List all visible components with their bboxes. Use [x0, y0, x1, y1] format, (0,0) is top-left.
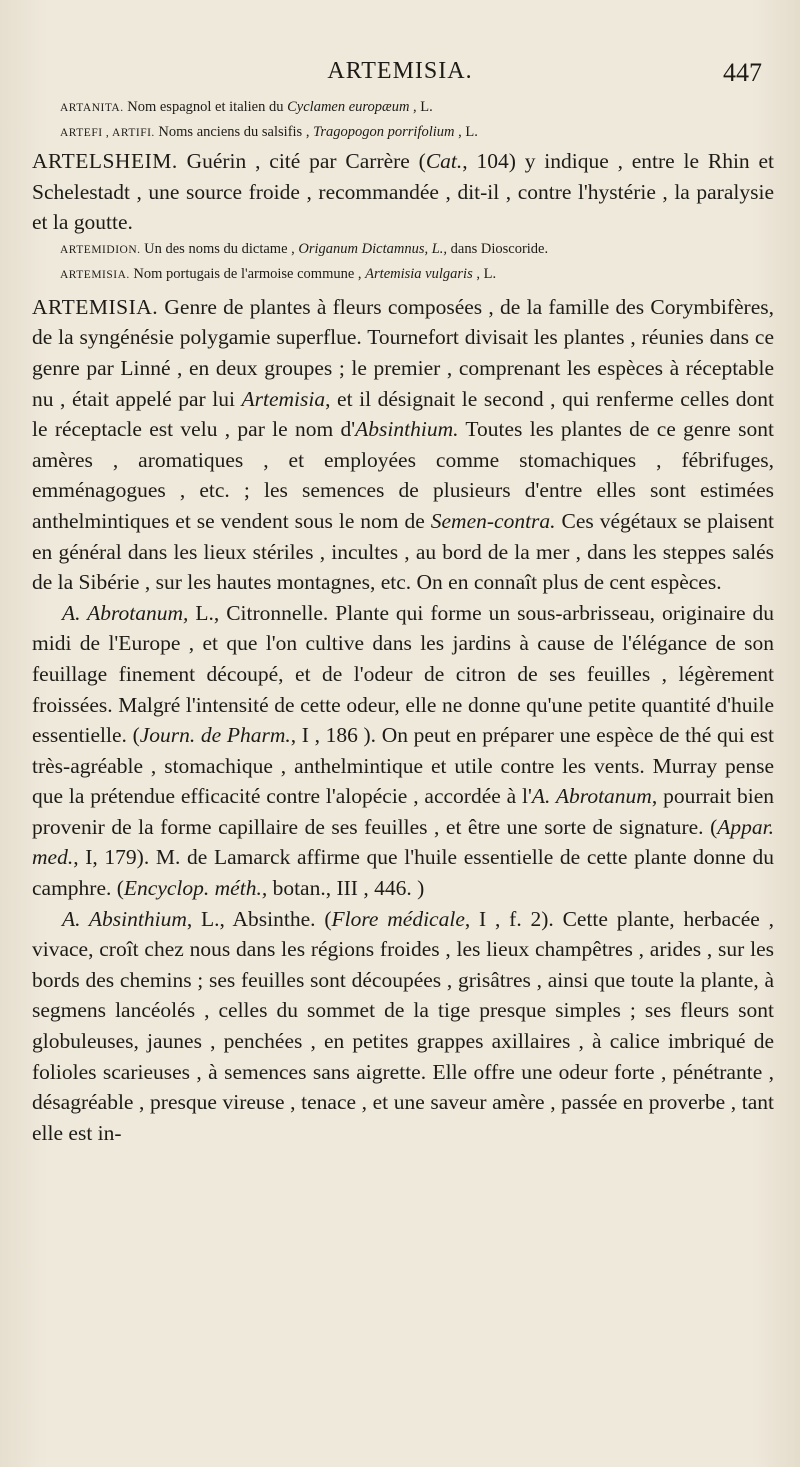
species-name: A. Absinthium — [62, 906, 187, 931]
entry-artemisia: ARTEMISIA. Genre de plantes à fleurs composées , de la famille des Corymbifères, de la syngénésie polygamie superflue. Tournefort divisait les plantes , réunies dans ce genre par Linné , en deux groupes ; le premier , comprenant les espèces à réceptable nu , était appelé par lui Artemisia, et il désignait le second , qui renferme celles dont le réceptacle est velu , par le nom d'Absinthium. Toutes les plantes de ce genre sont amères , aromatiques , et employées comme stomachiques , fébrifuges, emménagogues , etc. ; les semences de plusieurs d'entre elles sont estimées anthelmintiques et se vendent sous le nom de Semen-contra. Ces végétaux se plaisent en général dans les lieux stériles , incultes , au bord de la mer , dans les steppes salés de la Sibérie , sur les hautes montagnes, etc. On en connaît plus de cent espèces. — [32, 294, 775, 595]
entry-head: ARTEMISIA. — [32, 294, 159, 319]
entry-artelsheim: ARTELSHEIM. Guérin , cité par Carrère (Cat., 104) y indique , entre le Rhin et Schelestadt , une source froide , recommandée , dit-il , contre l'hystérie , la paralysie et la goutte. — [32, 149, 775, 235]
entry-head: ARTEMIDION. — [60, 243, 141, 256]
entry-artefi: ARTEFI , ARTIFI. Noms anciens du salsifis , Tragopogon porrifolium , L. — [60, 124, 478, 140]
entry-artanita: ARTANITA. Nom espagnol et italien du Cyclamen europæum , L. — [60, 99, 433, 115]
entry-absinthium: A. Absinthium, L., Absinthe. (Flore médicale, I , f. 2). Cette plante, herbacée , vivace, croît chez nous dans les régions froides , les lieux champêtres , arides , sur les bords des chemins ; ses feuilles sont découpées , grisâtres , ainsi que toute la plante, à segmens lancéolés , celles du sommet de la tige presque simples ; ses fleurs sont globuleuses, jaunes , penchées , en petites grappes axillaires , à calice imbriqué de folioles scarieuses , à semences sans aigrette. Elle offre une odeur forte , pénétrante , désagréable , presque vireuse , tenace , et une saveur amère , passée en proverbe , tant elle est in- — [32, 906, 774, 1145]
entry-head: ARTEMISIA. — [60, 268, 130, 281]
entry-artemisia-portuguese: ARTEMISIA. Nom portugais de l'armoise commune , Artemisia vulgaris , L. — [60, 265, 497, 282]
entry-head: ARTANITA. — [60, 102, 124, 114]
page-body — [32, 96, 774, 1148]
entry-head: ARTELSHEIM. — [32, 149, 178, 173]
page-number: 447 — [723, 58, 762, 87]
entry-abrotanum: A. Abrotanum, L., Citronnelle. Plante qui forme un sous-arbrisseau, originaire du midi de l'Europe , et que l'on cultive dans les jardins à cause de l'élégance de son feuillage finement découpé, et de l'odeur de citron de ses feuilles , légèrement froissées. Malgré l'intensité de cette odeur, elle ne donne qu'une petite quantité d'huile essentielle. (Journ. de Pharm., I , 186 ). On peut en préparer une espèce de thé qui est très-agréable , stomachique , anthelmintique et utile contre les vents. Murray pense que la prétendue efficacité contre l'alopécie , accordée à l'A. Abrotanum, pourrait bien provenir de la forme capillaire de ses feuilles , et être une sorte de signature. (Appar. med., I, 179). M. de Lamarck affirme que l'huile essentielle de cette plante donne du camphre. (Encyclop. méth., botan., III , 446. ) — [32, 600, 775, 901]
species-name: A. Abrotanum, — [62, 600, 189, 625]
page-header — [0, 58, 800, 94]
entry-head: ARTEFI , ARTIFI. — [60, 127, 155, 139]
entry-artemidion: ARTEMIDION. Un des noms du dictame , Origanum Dictamnus, L., dans Dioscoride. — [60, 240, 549, 257]
running-title: ARTEMISIA. — [327, 58, 473, 84]
